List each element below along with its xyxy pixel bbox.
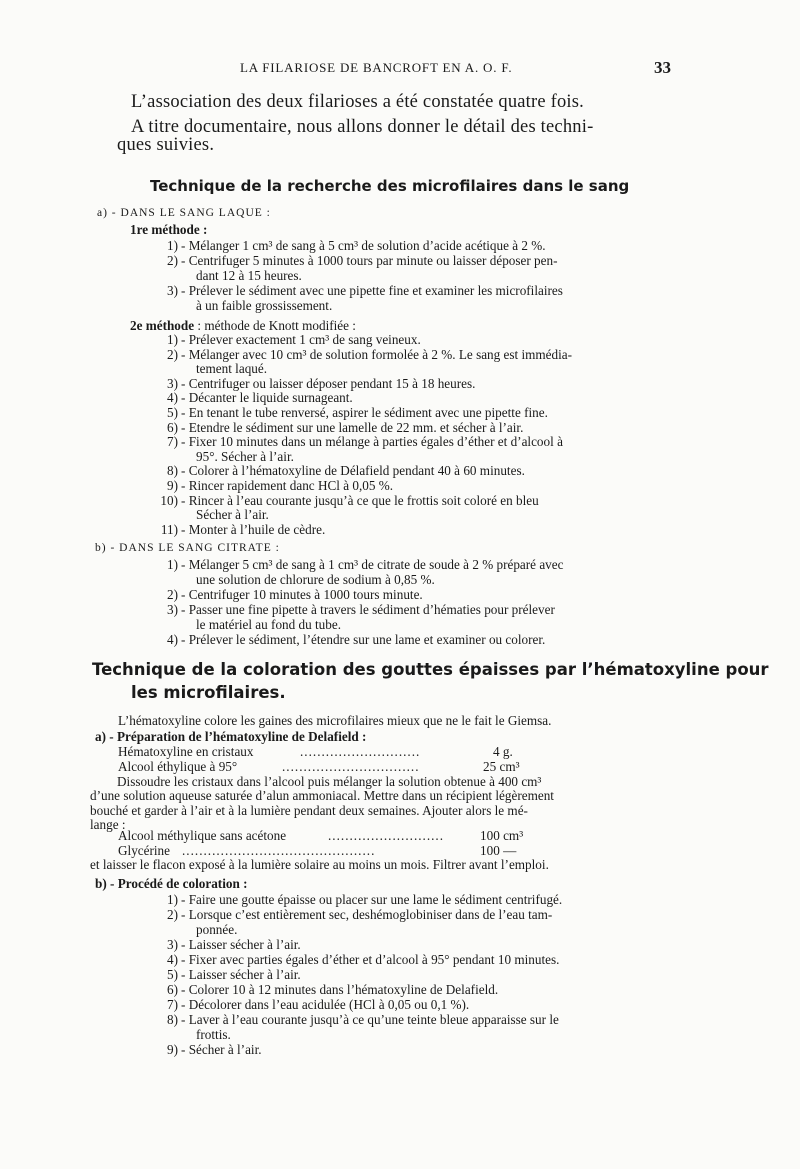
step-text: - Prélever le sédiment avec une pipette fine et examiner les microfilaires bbox=[181, 283, 563, 298]
paragraph-line: Dissoudre les cristaux dans l’alcool puis mélanger la solution obtenue à 400 cm³ bbox=[117, 774, 542, 789]
step-text-continued: tement laqué. bbox=[196, 361, 268, 377]
step-text: - Décolorer dans l’eau acidulée (HCl à 0,05 ou 0,1 %). bbox=[181, 997, 470, 1012]
step-text: - Décanter le liquide surnageant. bbox=[181, 390, 353, 406]
step-text: - Faire une goutte épaisse ou placer sur une lame le sédiment centrifugé. bbox=[181, 892, 563, 907]
step-number: 7) bbox=[167, 434, 178, 450]
intro-line: ques suivies. bbox=[117, 135, 215, 155]
step-number: 5) bbox=[167, 967, 178, 982]
step-text: - Laisser sécher à l’air. bbox=[181, 937, 301, 952]
step-text: - Prélever exactement 1 cm³ de sang veineux. bbox=[181, 332, 421, 347]
step-number: 1) bbox=[167, 557, 178, 572]
paragraph: L’hématoxyline colore les gaines des microfilaires mieux que ne le fait le Giemsa. bbox=[118, 713, 552, 728]
step-number: 1) bbox=[167, 332, 178, 347]
step-text: - Colorer à l’hématoxyline de Délafield pendant 40 à 60 minutes. bbox=[181, 463, 525, 479]
step-text: - Laver à l’eau courante jusqu’à ce qu’une teinte bleue apparaisse sur le bbox=[181, 1012, 559, 1027]
ingredient-name: Glycérine bbox=[118, 843, 170, 858]
ingredient-name: Hématoxyline en cristaux bbox=[118, 744, 254, 759]
leader-dots: ........................... bbox=[328, 828, 445, 843]
step-text: - Colorer 10 à 12 minutes dans l’hématoxyline de Delafield. bbox=[181, 982, 499, 997]
step-text-continued: le matériel au fond du tube. bbox=[196, 617, 342, 632]
step-text: - En tenant le tube renversé, aspirer le sédiment avec une pipette fine. bbox=[181, 405, 548, 420]
leader-dots: ............................ bbox=[300, 744, 421, 759]
section-title: Technique de la recherche des microfilaires dans le sang bbox=[150, 177, 630, 195]
step-text: - Centrifuger 10 minutes à 1000 tours minute. bbox=[181, 587, 423, 602]
step-number: 9) bbox=[167, 478, 178, 493]
step-text: - Rincer à l’eau courante jusqu’à ce que le frottis soit coloré en bleu bbox=[181, 492, 539, 508]
step-text-continued: à un faible grossissement. bbox=[196, 298, 333, 313]
ingredient-quantity: 4 g. bbox=[493, 744, 513, 759]
ingredient-quantity: 100 cm³ bbox=[480, 828, 524, 843]
step-number: 6) bbox=[167, 419, 178, 435]
step-text-continued: ponnée. bbox=[196, 922, 238, 937]
step-text: - Passer une fine pipette à travers le sédiment d’hématies pour prélever bbox=[181, 602, 555, 617]
intro-line: A titre documentaire, nous allons donner le détail des techni- bbox=[131, 117, 594, 137]
step-text-continued: Sécher à l’air. bbox=[196, 507, 269, 523]
step-text: - Fixer 10 minutes dans un mélange à parties égales d’éther et d’alcool à bbox=[181, 434, 563, 450]
step-number: 4) bbox=[167, 632, 178, 647]
intro-line: L’association des deux filarioses a été constatée quatre fois. bbox=[131, 92, 584, 112]
subsection-label: b) - Procédé de coloration : bbox=[95, 876, 248, 891]
step-text-continued: frottis. bbox=[196, 1027, 231, 1042]
step-number: 3) bbox=[167, 937, 178, 952]
step-number: 2) bbox=[167, 587, 178, 602]
paragraph-line: et laisser le flacon exposé à la lumière solaire au moins un mois. Filtrer avant l’emploi. bbox=[90, 857, 549, 872]
step-number: 3) bbox=[167, 283, 178, 298]
step-text: - Centrifuger ou laisser déposer pendant 15 à 18 heures. bbox=[181, 375, 476, 391]
step-text: - Monter à l’huile de cèdre. bbox=[181, 521, 326, 537]
step-text: - Fixer avec parties égales d’éther et d’alcool à 95° pendant 10 minutes. bbox=[181, 952, 560, 967]
paragraph-line: bouché et garder à l’air et à la lumière pendant deux semaines. Ajouter alors le mé- bbox=[90, 803, 528, 818]
step-number: 6) bbox=[167, 982, 178, 997]
paragraph-line: d’une solution aqueuse saturée d’alun ammoniacal. Mettre dans un récipient légèrement bbox=[90, 788, 554, 803]
method-label: 1re méthode : bbox=[130, 222, 208, 237]
step-number: 4) bbox=[167, 952, 178, 967]
step-number: 2) bbox=[167, 253, 178, 268]
step-number: 8) bbox=[167, 1012, 178, 1027]
step-text-continued: une solution de chlorure de sodium à 0,85 %. bbox=[196, 572, 435, 587]
running-header: LA FILARIOSE DE BANCROFT EN A. O. F. bbox=[240, 60, 513, 75]
step-text: - Mélanger avec 10 cm³ de solution formolée à 2 %. Le sang est immédia- bbox=[181, 346, 573, 362]
step-number: 7) bbox=[167, 997, 178, 1012]
paragraph-line: lange : bbox=[90, 817, 126, 832]
step-text: - Mélanger 1 cm³ de sang à 5 cm³ de solution d’acide acétique à 2 %. bbox=[181, 238, 546, 253]
step-text: - Sécher à l’air. bbox=[181, 1042, 262, 1057]
step-number: 1) bbox=[167, 238, 178, 253]
step-number: 11) bbox=[160, 521, 178, 537]
section-title: Technique de la coloration des gouttes épaisses par l’hématoxyline pour bbox=[92, 660, 769, 679]
subsection-label: a) - Préparation de l’hématoxyline de Delafield : bbox=[95, 729, 367, 744]
leader-dots: ............................................. bbox=[182, 843, 376, 858]
step-number: 2) bbox=[167, 907, 178, 922]
step-text: - Centrifuger 5 minutes à 1000 tours par minute ou laisser déposer pen- bbox=[181, 253, 558, 268]
step-number: 3) bbox=[167, 602, 178, 617]
step-number: 1) bbox=[167, 892, 178, 907]
ingredient-quantity: 100 — bbox=[480, 843, 517, 858]
page-number: 33 bbox=[654, 58, 671, 77]
step-text: - Lorsque c’est entièrement sec, deshémoglobiniser dans de l’eau tam- bbox=[181, 907, 553, 922]
step-number: 9) bbox=[167, 1042, 178, 1057]
step-number: 8) bbox=[167, 463, 178, 479]
step-text-continued: dant 12 à 15 heures. bbox=[196, 268, 302, 283]
step-text: - Laisser sécher à l’air. bbox=[181, 967, 301, 982]
step-text: - Prélever le sédiment, l’étendre sur une lame et examiner ou colorer. bbox=[181, 632, 546, 647]
step-text: - Rincer rapidement danc HCl à 0,05 %. bbox=[181, 478, 394, 493]
method-desc: : méthode de Knott modifiée : bbox=[197, 318, 356, 333]
ingredient-quantity: 25 cm³ bbox=[483, 759, 520, 774]
step-text: - Mélanger 5 cm³ de sang à 1 cm³ de citrate de soude à 2 % préparé avec bbox=[181, 557, 564, 572]
step-number: 10) bbox=[160, 492, 178, 508]
method-label: 2e méthode bbox=[130, 318, 195, 333]
section-title: les microfilaires. bbox=[131, 683, 286, 702]
step-number: 2) bbox=[167, 346, 178, 362]
step-number: 3) bbox=[167, 375, 178, 391]
step-number: 4) bbox=[167, 390, 178, 406]
ingredient-name: Alcool méthylique sans acétone bbox=[118, 828, 287, 843]
step-text-continued: 95°. Sécher à l’air. bbox=[196, 448, 294, 464]
ingredient-name: Alcool éthylique à 95° bbox=[118, 759, 238, 774]
subsection-label: a) - DANS LE SANG LAQUE : bbox=[97, 207, 271, 219]
step-number: 5) bbox=[167, 405, 178, 420]
subsection-label: b) - DANS LE SANG CITRATE : bbox=[95, 542, 280, 554]
leader-dots: ................................ bbox=[282, 759, 420, 774]
step-text: - Etendre le sédiment sur une lamelle de 22 mm. et sécher à l’air. bbox=[181, 419, 524, 435]
